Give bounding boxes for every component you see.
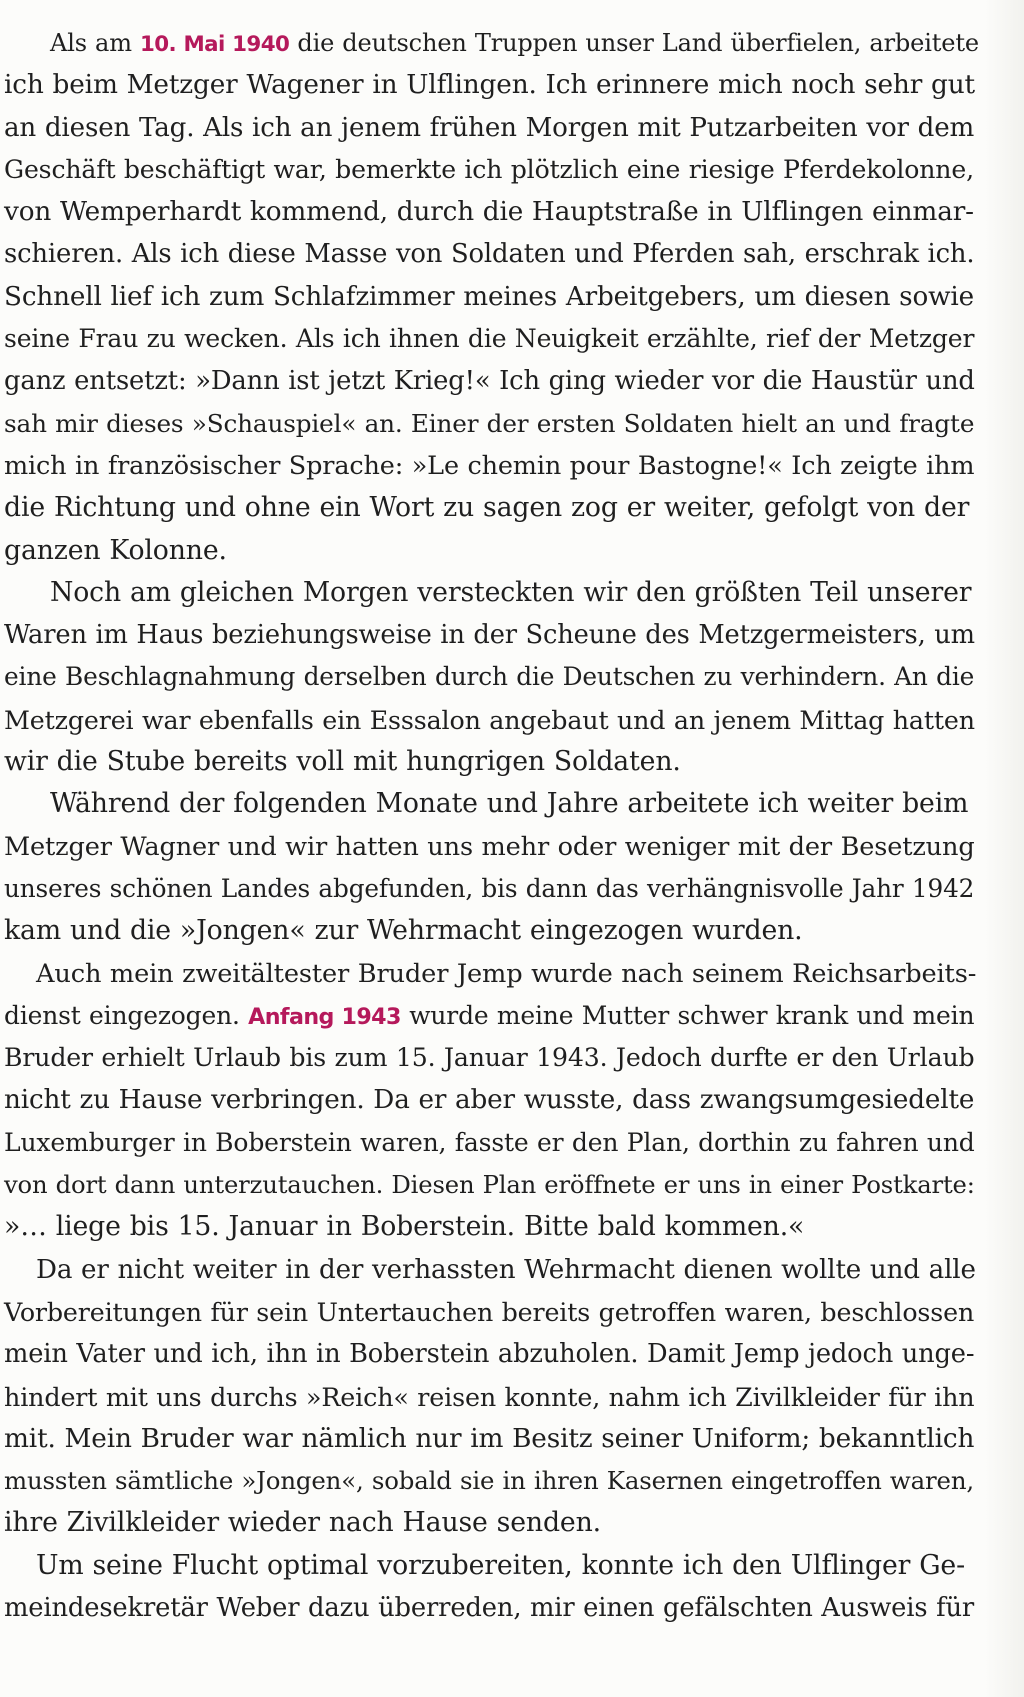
- text-line: [0, 22, 985, 64]
- text-line: schieren. Als ich diese Masse von Soldaten und Pferden sah, erschrak ich.: [4, 239, 975, 270]
- text-line: ganzen Kolonne.: [4, 534, 227, 566]
- text-line: Luxemburger in Boberstein waren, fasste er den Plan, dorthin zu fahren und: [4, 1127, 975, 1157]
- text-line: Um seine Flucht optimal vorzubereiten, konnte ich den Ulflinger Ge-: [36, 1549, 965, 1581]
- text-line: nicht zu Hause verbringen. Da er aber wusste, dass zwangsumgesiedelte: [4, 1085, 975, 1116]
- text-line: Noch am gleichen Morgen versteckten wir den größten Teil unserer: [50, 576, 972, 608]
- paragraph: [0, 572, 985, 783]
- date-highlight: 10. Mai 1940: [139, 32, 290, 57]
- text-line: Auch mein zweitältester Bruder Jemp wurde nach seinem Reichsarbeits-: [36, 958, 977, 989]
- text-line: meindesekretär Weber dazu überreden, mir einen gefälschten Ausweis für: [4, 1592, 975, 1623]
- text-line: seine Frau zu wecken. Als ich ihnen die Neuigkeit erzählte, rief der Metzger: [4, 324, 975, 354]
- text-line: »… liege bis 15. Januar in Boberstein. Bitte bald kommen.«: [4, 1211, 805, 1243]
- paragraph: [0, 953, 985, 1249]
- text-line: Geschäft beschäftigt war, bemerkte ich plötzlich eine riesige Pferdekolonne,: [4, 154, 974, 184]
- paragraph: [0, 783, 985, 952]
- text-line: eine Beschlagnahmung derselben durch die Deutschen zu verhindern. An die: [4, 662, 975, 692]
- text-line: Schnell lief ich zum Schlafzimmer meines Arbeitgebers, um diesen sowie: [4, 281, 975, 312]
- date-highlight: Anfang 1943: [248, 1003, 401, 1030]
- text-line: Metzgerei war ebenfalls ein Esssalon angebaut und an jenem Mittag hatten: [4, 704, 975, 735]
- text-line: Vorbereitungen für sein Untertauchen bereits getroffen waren, beschlossen: [4, 1296, 975, 1327]
- paragraph: [0, 1249, 985, 1545]
- text-line: [0, 995, 985, 1037]
- body-text: [0, 22, 985, 1629]
- text-line: Bruder erhielt Urlaub bis zum 15. Januar 1943. Jedoch durfte er den Urlaub: [4, 1043, 975, 1073]
- text-line: mit. Mein Bruder war nämlich nur im Besitz seiner Uniform; bekanntlich: [4, 1423, 975, 1454]
- text-line: von dort dann unterzutauchen. Diesen Plan eröffnete er uns in einer Postkarte:: [4, 1170, 975, 1200]
- text-line: an diesen Tag. Als ich an jenem frühen Morgen mit Putzarbeiten vor dem: [4, 112, 975, 143]
- text-line: ich beim Metzger Wagener in Ulflingen. Ich erinnere mich noch sehr gut: [4, 70, 975, 101]
- text-segment: die deutschen Truppen unser Land überfielen, arbeitete: [289, 29, 979, 57]
- text-line: Während der folgenden Monate und Jahre arbeitete ich weiter beim: [50, 788, 969, 820]
- text-segment: dienst eingezogen.: [4, 1000, 249, 1030]
- text-line: mussten sämtliche »Jongen«, sobald sie in ihren Kasernen eingetroffen waren,: [4, 1466, 975, 1496]
- text-line: mein Vater und ich, ihn in Boberstein abzuholen. Damit Jemp jedoch unge-: [4, 1339, 975, 1370]
- text-line: sah mir dieses »Schauspiel« an. Einer der ersten Soldaten hielt an und fragte: [4, 408, 975, 438]
- text-line: von Wemperhardt kommend, durch die Hauptstraße in Ulflingen einmar-: [4, 197, 974, 228]
- text-line: wir die Stube bereits voll mit hungrigen Soldaten.: [4, 746, 681, 778]
- text-line: Metzger Wagner und wir hatten uns mehr oder weniger mit der Besetzung: [4, 831, 975, 862]
- text-line: unseres schönen Landes abgefunden, bis dann das verhängnisvolle Jahr 1942: [4, 873, 975, 903]
- paragraph: [0, 1545, 985, 1630]
- text-line: ganz entsetzt: »Dann ist jetzt Krieg!« Ich ging wieder vor die Haustür und: [4, 366, 975, 397]
- text-line: die Richtung und ohne ein Wort zu sagen zog er weiter, gefolgt von der: [4, 492, 970, 524]
- page-edge-shadow: [984, 0, 1024, 1697]
- text-line: mich in französischer Sprache: »Le chemin pour Bastogne!« Ich zeigte ihm: [4, 450, 975, 481]
- text-line: Da er nicht weiter in der verhassten Wehrmacht dienen wollte und alle: [36, 1254, 976, 1285]
- text-line: ihre Zivilkleider wieder nach Hause senden.: [4, 1507, 601, 1539]
- text-segment: wurde meine Mutter schwer krank und mein: [400, 1000, 975, 1030]
- text-segment: Als am: [50, 29, 140, 57]
- text-line: kam und die »Jongen« zur Wehrmacht eingezogen wurden.: [4, 915, 803, 947]
- paragraph: [0, 22, 985, 572]
- text-line: hindert mit uns durchs »Reich« reisen konnte, nahm ich Zivilkleider für ihn: [4, 1381, 975, 1412]
- text-line: Waren im Haus beziehungsweise in der Scheune des Metzgermeisters, um: [4, 620, 975, 651]
